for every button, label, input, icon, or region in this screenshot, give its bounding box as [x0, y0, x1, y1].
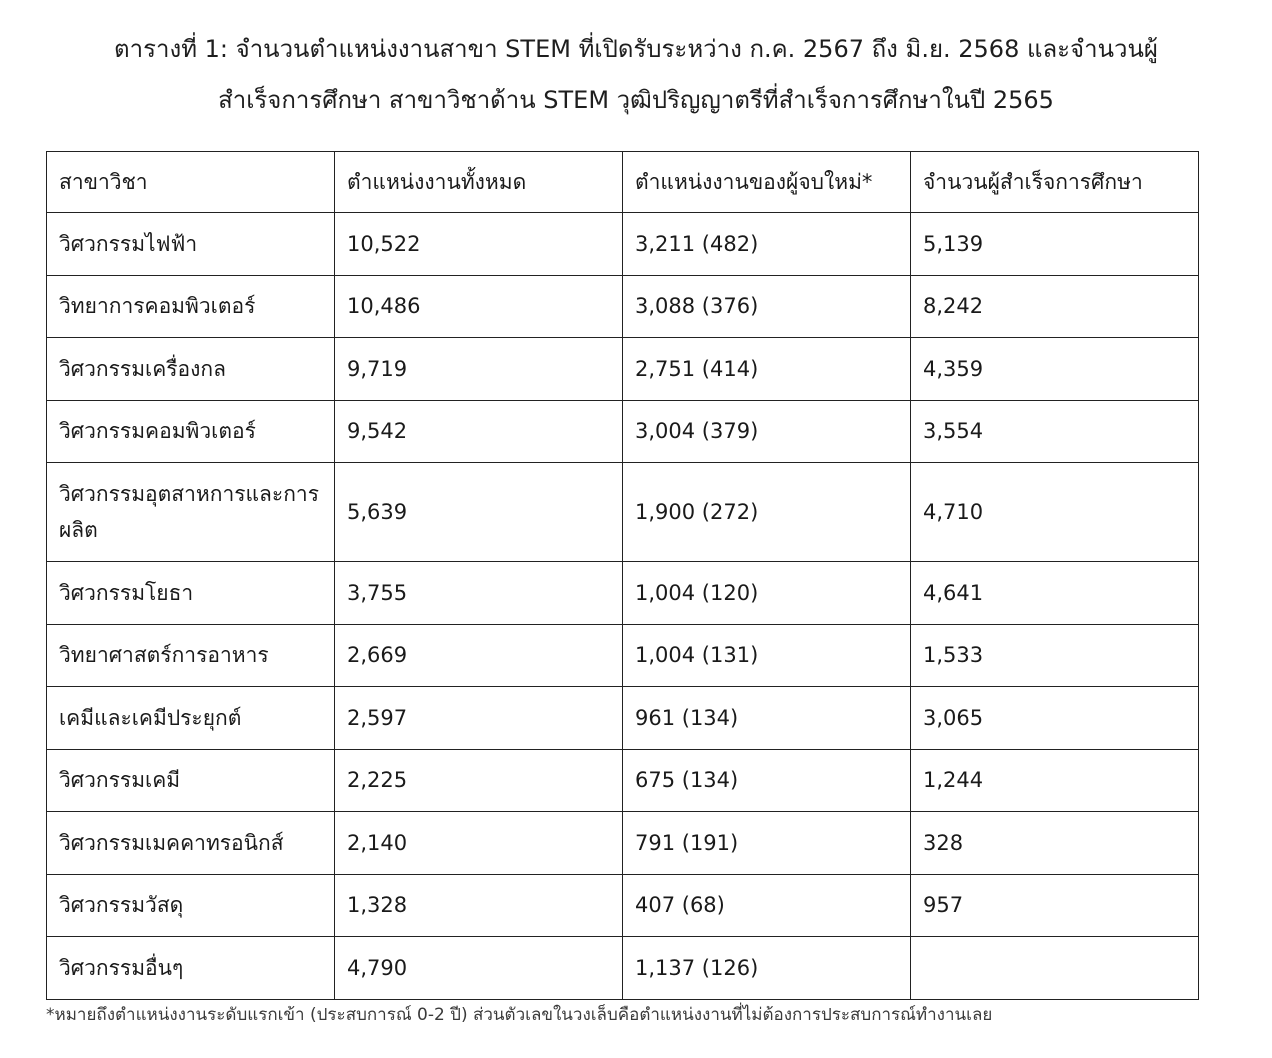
stem-jobs-table: [46, 151, 1199, 1000]
cell-field: วิศวกรรมอุตสาหการและการผลิต: [47, 463, 335, 562]
cell-total-jobs: 10,522: [335, 213, 623, 276]
cell-field: วิทยาการคอมพิวเตอร์: [47, 275, 335, 338]
cell-graduates: 4,710: [911, 463, 1199, 562]
cell-total-jobs: 10,486: [335, 275, 623, 338]
cell-graduates: [911, 937, 1199, 1000]
table-row: [47, 275, 1199, 338]
cell-total-jobs: 1,328: [335, 874, 623, 937]
table-row: [47, 749, 1199, 812]
cell-total-jobs: 4,790: [335, 937, 623, 1000]
header-total-jobs: ตำแหน่งงานทั้งหมด: [335, 152, 623, 213]
cell-graduates: 8,242: [911, 275, 1199, 338]
cell-graduates: 3,065: [911, 687, 1199, 750]
cell-new-grad-jobs: 407 (68): [623, 874, 911, 937]
cell-graduates: 328: [911, 812, 1199, 875]
header-graduates: จำนวนผู้สำเร็จการศึกษา: [911, 152, 1199, 213]
table-row: [47, 463, 1199, 562]
table-caption: [40, 24, 1232, 126]
cell-field: วิศวกรรมคอมพิวเตอร์: [47, 400, 335, 463]
cell-total-jobs: 5,639: [335, 463, 623, 562]
table-row: [47, 338, 1199, 401]
caption-line-1: ตารางที่ 1: จำนวนตำแหน่งงานสาขา STEM ที่เปิดรับระหว่าง ก.ค. 2567 ถึง มิ.ย. 2568 และจำนวนผู้: [114, 35, 1158, 63]
cell-graduates: 5,139: [911, 213, 1199, 276]
cell-new-grad-jobs: 1,004 (131): [623, 624, 911, 687]
cell-graduates: 1,244: [911, 749, 1199, 812]
cell-new-grad-jobs: 3,211 (482): [623, 213, 911, 276]
table-header-row: [47, 152, 1199, 213]
header-new-grad-jobs: ตำแหน่งงานของผู้จบใหม่*: [623, 152, 911, 213]
table-row: [47, 687, 1199, 750]
caption-line-2: สำเร็จการศึกษา สาขาวิชาด้าน STEM วุฒิปริญญาตรีที่สำเร็จการศึกษาในปี 2565: [218, 86, 1054, 114]
cell-graduates: 3,554: [911, 400, 1199, 463]
table-row: [47, 400, 1199, 463]
table-row: [47, 812, 1199, 875]
cell-new-grad-jobs: 791 (191): [623, 812, 911, 875]
cell-total-jobs: 3,755: [335, 562, 623, 625]
cell-total-jobs: 9,719: [335, 338, 623, 401]
table-row: [47, 937, 1199, 1000]
cell-field: เคมีและเคมีประยุกต์: [47, 687, 335, 750]
cell-total-jobs: 2,597: [335, 687, 623, 750]
cell-total-jobs: 2,225: [335, 749, 623, 812]
cell-total-jobs: 9,542: [335, 400, 623, 463]
cell-total-jobs: 2,140: [335, 812, 623, 875]
table-row: [47, 624, 1199, 687]
cell-new-grad-jobs: 3,088 (376): [623, 275, 911, 338]
cell-new-grad-jobs: 1,900 (272): [623, 463, 911, 562]
cell-total-jobs: 2,669: [335, 624, 623, 687]
cell-field: วิศวกรรมโยธา: [47, 562, 335, 625]
cell-field: วิศวกรรมเมคคาทรอนิกส์: [47, 812, 335, 875]
cell-new-grad-jobs: 2,751 (414): [623, 338, 911, 401]
table-footnote: *หมายถึงตำแหน่งงานระดับแรกเข้า (ประสบการณ์ 0-2 ปี) ส่วนตัวเลขในวงเล็บคือตำแหน่งงานที่ไม่ต้องการประสบการณ์ทำงานเลย: [46, 1005, 993, 1025]
cell-new-grad-jobs: 1,004 (120): [623, 562, 911, 625]
cell-field: วิทยาศาสตร์การอาหาร: [47, 624, 335, 687]
cell-new-grad-jobs: 3,004 (379): [623, 400, 911, 463]
cell-field: วิศวกรรมเคมี: [47, 749, 335, 812]
table-row: [47, 874, 1199, 937]
cell-field: วิศวกรรมอื่นๆ: [47, 937, 335, 1000]
cell-field: วิศวกรรมไฟฟ้า: [47, 213, 335, 276]
cell-graduates: 957: [911, 874, 1199, 937]
table-row: [47, 562, 1199, 625]
cell-graduates: 1,533: [911, 624, 1199, 687]
cell-new-grad-jobs: 1,137 (126): [623, 937, 911, 1000]
cell-graduates: 4,359: [911, 338, 1199, 401]
cell-new-grad-jobs: 961 (134): [623, 687, 911, 750]
header-field: สาขาวิชา: [47, 152, 335, 213]
cell-field: วิศวกรรมเครื่องกล: [47, 338, 335, 401]
cell-graduates: 4,641: [911, 562, 1199, 625]
table-row: [47, 213, 1199, 276]
cell-new-grad-jobs: 675 (134): [623, 749, 911, 812]
cell-field: วิศวกรรมวัสดุ: [47, 874, 335, 937]
